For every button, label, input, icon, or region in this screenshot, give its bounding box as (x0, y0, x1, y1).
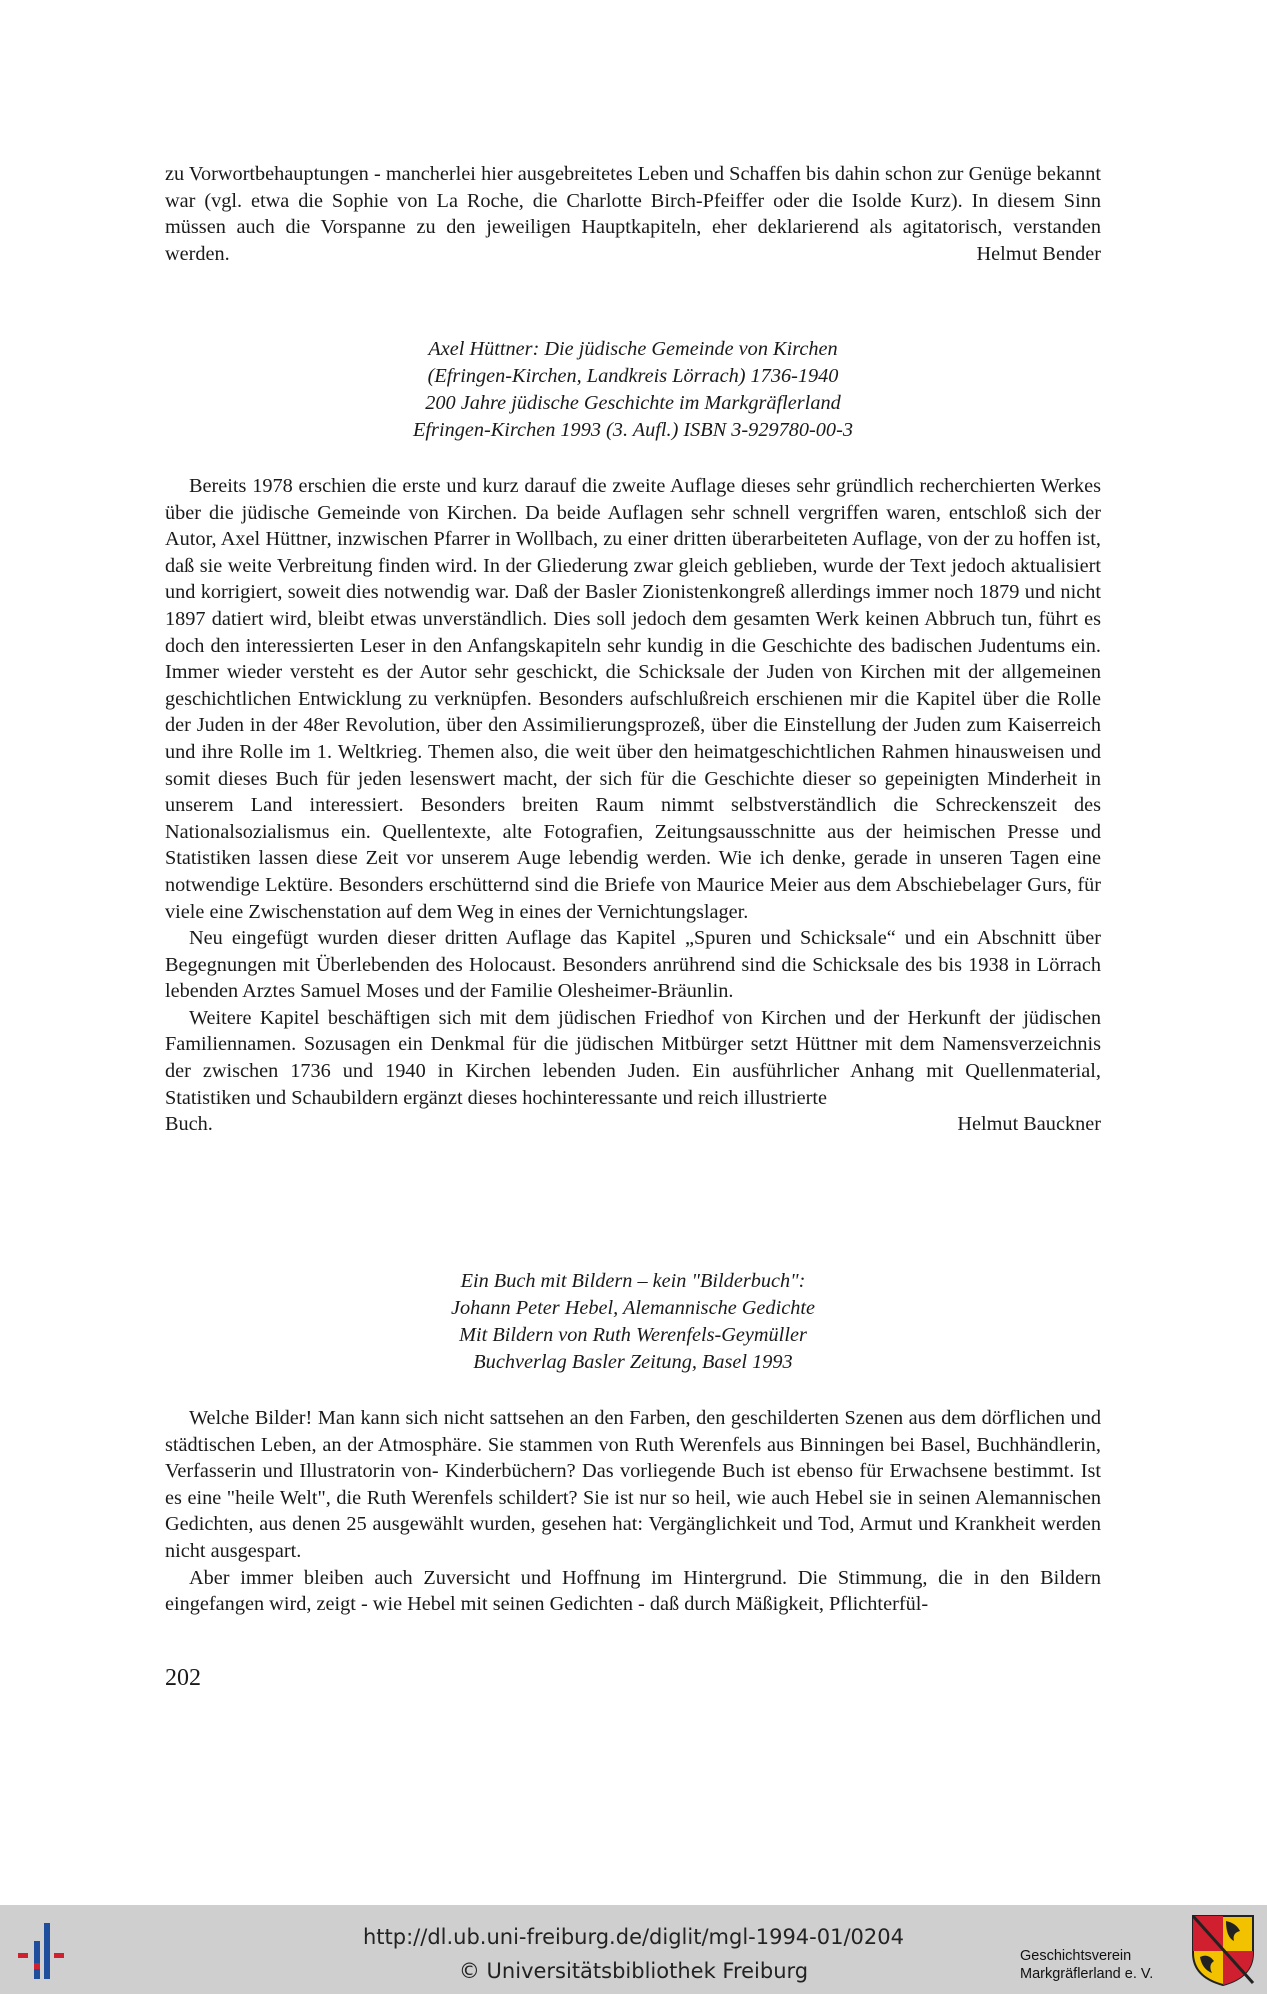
review-2-heading (165, 336, 1101, 444)
review-2-paragraph: Bereits 1978 erschien die erste und kurz darauf die zweite Auflage dieses sehr gründlich recherchierten Werkes über die jüdische Gemeinde von Kirchen. Da beide Auflagen sehr schnell vergriffen waren, entschloß sich der Autor, Axel Hüttner, inzwischen Pfarrer in Wollbach, zu einer dritten überarbeiteten Auflage, von der zu hoffen ist, daß sie weite Verbreitung finden wird. In der Gliederung zwar gleich geblieben, wurde der Text jedoch aktualisiert und korrigiert, soweit dies notwendig war. Daß der Basler Zionistenkongreß allerdings immer noch 1879 und nicht 1897 datiert wird, bleibt etwas unverständlich. Dies soll jedoch dem gesamten Werk keinen Abbruch tun, führt es doch den interessierten Leser in den Anfangskapiteln sehr kundig in die Geschichte des badischen Judentums ein. Immer wieder versteht es der Autor sehr geschickt, die Schicksale der Juden von Kirchen mit der allgemeinen geschichtlichen Entwicklung zu verknüpfen. Besonders aufschlußreich erschienen mir die Kapitel über die Rolle der Juden in der 48er Revolution, über den Assimilierungsprozeß, über die Einstellung der Juden zum Kaiserreich und ihre Rolle im 1. Weltkrieg. Themen also, die weit über den heimatgeschichtlichen Rahmen hinausweisen und somit dieses Buch für jeden lesenswert macht, der sich für die Geschichte dieser so gepeinigten Minderheit in unserem Land interessiert. Besonders breiten Raum nimmt selbstverständlich die Schreckenszeit des Nationalsozialismus ein. Quellentexte, alte Fotografien, Zeitungsausschnitte aus der heimischen Presse und Statistiken lassen diese Zeit vor unserem Auge lebendig werden. Wie ich denke, gerade in unseren Tagen eine notwendige Lektüre. Besonders erschütternd sind die Briefe von Maurice Meier aus dem Abschiebelager Gurs, für viele eine Zwischenstation auf dem Weg in eines der Vernichtungslager. (165, 475, 1101, 923)
footer-url-link[interactable]: http://dl.ub.uni-freiburg.de/diglit/mgl-1994-01/0204 (362, 1925, 904, 1949)
review-3-paragraph: Welche Bilder! Man kann sich nicht sattsehen an den Farben, den geschilderten Szenen aus dem dörflichen und städtischen Leben, an der Atmosphäre. Sie stammen von Ruth Werenfels aus Binningen bei Basel, Buchhändlerin, Verfasserin und Illustratorin von- Kinderbüchern? Das vorliegende Buch ist ebenso für Erwachsene bestimmt. Ist es eine "heile Welt", die Ruth Werenfels schildert? Sie ist nur so heil, wie auch Hebel sie in seinen Alemannischen Gedichten, aus denen 25 ausgewählt wurden, gesehen hat: Vergänglichkeit und Tod, Armut und Krankheit werden nicht ausgespart. (165, 1407, 1101, 1562)
review-3-heading-line: Buchverlag Basler Zeitung, Basel 1993 (473, 1351, 793, 1373)
review-1-signature: Helmut Bender (976, 242, 1101, 265)
review-3-heading-line: Mit Bildern von Ruth Werenfels-Geymüller (459, 1324, 807, 1346)
review-3-paragraph: Aber immer bleiben auch Zuversicht und Hoffnung im Hintergrund. Die Stimmung, die in den Bildern eingefangen wird, zeigt - wie Hebel mit seinen Gedichten - daß durch Mäßigkeit, Pflichterfül- (165, 1566, 1101, 1616)
society-name-line-2: Markgräflerland e. V. (1020, 1966, 1154, 1982)
review-3-heading-line: Ein Buch mit Bildern – kein "Bilderbuch": (460, 1270, 806, 1292)
footer-copyright: © Universitätsbibliothek Freiburg (458, 1959, 809, 1983)
review-2-heading-line: Axel Hüttner: Die jüdische Gemeinde von Kirchen (428, 338, 838, 360)
review-2-heading-line: 200 Jahre jüdische Geschichte im Markgräflerland (425, 392, 841, 414)
review-1-text (165, 161, 1101, 267)
review-1-closing-text: zu Vorwortbehauptungen - mancherlei hier ausgebreitetes Leben und Schaffen bis dahin schon zur Genüge bekannt war (vgl. etwa die Sophie von La Roche, die Charlotte Birch-Pfeiffer oder die Isolde Kurz). In diesem Sinn müssen auch die Vorspanne zu den jeweiligen Hauptkapiteln, eher deklarierend als agitatorisch, verstanden werden. (165, 163, 1101, 265)
review-2-last-line (165, 1111, 1101, 1138)
review-2-heading-line: Efringen-Kirchen 1993 (3. Aufl.) ISBN 3-929780-00-3 (413, 419, 853, 441)
society-name-line-1: Geschichtsverein (1020, 1948, 1132, 1964)
review-2-last-word: Buch. (165, 1113, 213, 1136)
footer-bar (0, 1905, 1267, 1994)
coat-of-arms-icon (1190, 1913, 1256, 1987)
review-2-paragraph: Neu eingefügt wurden dieser dritten Auflage das Kapitel „Spuren und Schicksale“ und ein Abschnitt über Begegnungen mit Überlebenden des Holocaust. Besonders anrührend sind die Schicksale des bis 1938 in Lörrach lebenden Arztes Samuel Moses und der Familie Olesheimer-Bräunlin. (165, 927, 1101, 1003)
review-3-body (165, 1405, 1101, 1618)
review-1-closing (165, 161, 1101, 267)
page-number: 202 (165, 1665, 201, 1691)
review-3-heading (165, 1268, 1101, 1376)
review-2-heading-line: (Efringen-Kirchen, Landkreis Lörrach) 1736-1940 (427, 365, 839, 387)
society-name (1020, 1947, 1153, 1983)
review-2-paragraph: Weitere Kapitel beschäftigen sich mit dem jüdischen Friedhof von Kirchen und der Herkunft der jüdischen Familiennamen. Sozusagen ein Denkmal für die jüdischen Mitbürger setzt Hüttner mit dem Namensverzeichnis der zwischen 1736 und 1940 in Kirchen lebenden Juden. Ein ausführlicher Anhang mit Quellenmaterial, Statistiken und Schaubildern ergänzt dieses hochinteressante und reich illustrierte (165, 1006, 1101, 1109)
review-3-heading-line: Johann Peter Hebel, Alemannische Gedichte (450, 1297, 815, 1319)
review-2-signature: Helmut Bauckner (957, 1113, 1101, 1136)
review-2-body (165, 473, 1101, 1138)
